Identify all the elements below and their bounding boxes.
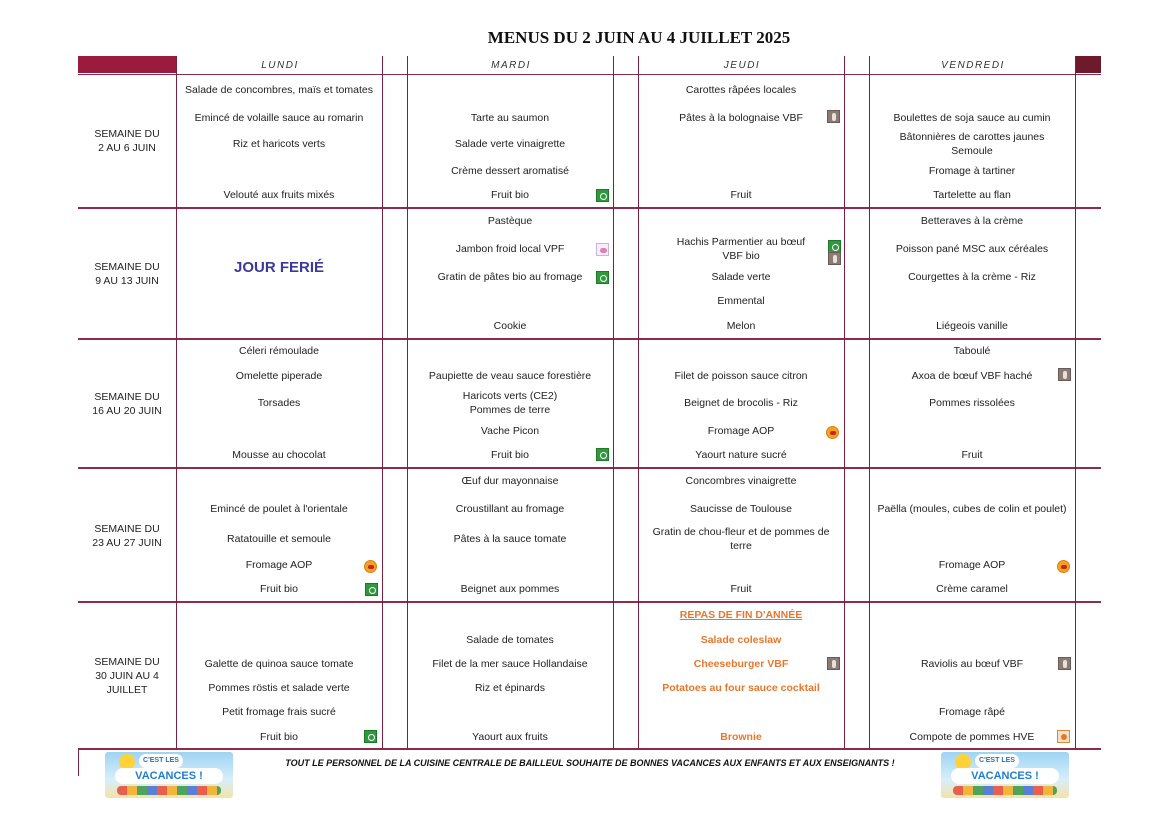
footer-message: TOUT LE PERSONNEL DE LA CUISINE CENTRALE DE BAILLEUL SOUHAITE DE BONNES VACANCES AUX ENFANTS ET AUX ENSEIGNANTS ! bbox=[285, 758, 895, 768]
menu-item: Paupiette de veau sauce forestière bbox=[428, 370, 592, 382]
grid-line bbox=[78, 601, 1101, 603]
menu-item: Velouté aux fruits mixés bbox=[223, 189, 335, 201]
menu-item: Tartelette au flan bbox=[933, 189, 1011, 201]
menu-item: Liégeois vanille bbox=[936, 320, 1008, 332]
menu-item: Emincé de volaille sauce au romarin bbox=[194, 112, 364, 124]
grid-line bbox=[382, 56, 383, 749]
menu-item: Hachis Parmentier au bœuf VBF bio bbox=[676, 236, 806, 262]
menu-item: Fruit bio bbox=[260, 583, 298, 595]
menu-item: Salade coleslaw bbox=[700, 634, 782, 646]
badge-top-text: C'EST LES bbox=[975, 754, 1019, 768]
menu-item: REPAS DE FIN D'ANNÉE bbox=[679, 609, 803, 621]
menu-item: Torsades bbox=[257, 397, 301, 409]
grid-line bbox=[78, 748, 79, 776]
vacances-badge-left bbox=[105, 752, 233, 798]
menu-item: Bâtonnières de carottes jaunes Semoule bbox=[899, 131, 1045, 157]
menu-item: Filet de poisson sauce citron bbox=[674, 370, 808, 382]
day-header-lundi: LUNDI bbox=[176, 57, 383, 74]
bio-label-icon bbox=[365, 583, 378, 596]
menu-item: Taboulé bbox=[953, 345, 991, 357]
grid-line bbox=[1075, 56, 1076, 749]
hve-label-icon bbox=[1057, 730, 1070, 743]
menu-item: Salade verte bbox=[711, 271, 771, 283]
week-label: SEMAINE DU 30 JUIN AU 4 JUILLET bbox=[94, 656, 160, 696]
badge-top-text: C'EST LES bbox=[139, 754, 183, 768]
grid-line bbox=[78, 207, 1101, 209]
week-label: SEMAINE DU 16 AU 20 JUIN bbox=[92, 391, 162, 417]
grid-line bbox=[78, 74, 1101, 75]
menu-item: Beignet de brocolis - Riz bbox=[684, 397, 798, 409]
menu-item: Mousse au chocolat bbox=[232, 449, 326, 461]
day-header-vendredi: VENDREDI bbox=[869, 57, 1076, 74]
menu-item: Pastèque bbox=[487, 215, 533, 227]
page-title: MENUS DU 2 JUIN AU 4 JUILLET 2025 bbox=[487, 28, 791, 47]
grid-line bbox=[78, 467, 1101, 469]
day-header-jeudi: JEUDI bbox=[638, 57, 845, 74]
menu-item: Paëlla (moules, cubes de colin et poulet) bbox=[877, 503, 1067, 515]
menu-item: Cheeseburger VBF bbox=[693, 658, 789, 670]
menu-item: Emmental bbox=[717, 295, 765, 307]
vbf-beef-icon bbox=[827, 657, 840, 670]
menu-item: Jambon froid local VPF bbox=[455, 243, 565, 255]
menu-item: Yaourt aux fruits bbox=[472, 731, 548, 743]
children-illustration-icon bbox=[117, 786, 221, 795]
menu-item: Fruit bbox=[730, 189, 752, 201]
menu-item: Betteraves à la crème bbox=[920, 215, 1024, 227]
menu-item: Œuf dur mayonnaise bbox=[461, 475, 559, 487]
menu-item: Saucisse de Toulouse bbox=[690, 503, 792, 515]
menu-item: Brownie bbox=[720, 731, 762, 743]
menu-item: Croustillant au fromage bbox=[455, 503, 565, 515]
menu-item: Raviolis au bœuf VBF bbox=[920, 658, 1024, 670]
badge-word: VACANCES ! bbox=[115, 768, 223, 784]
menu-item: Carottes râpées locales bbox=[685, 84, 797, 96]
menu-item: Haricots verts (CE2) Pommes de terre bbox=[462, 390, 558, 416]
vbf-beef-icon bbox=[1058, 368, 1071, 381]
menu-item: Cookie bbox=[493, 320, 527, 332]
grid-line bbox=[78, 748, 1101, 750]
menu-item: Vache Picon bbox=[480, 425, 540, 437]
grid-line bbox=[844, 56, 845, 749]
vpf-pork-icon bbox=[596, 243, 609, 256]
menu-item: Pâtes à la bolognaise VBF bbox=[679, 112, 803, 124]
aop-label-icon bbox=[1057, 560, 1070, 573]
vacances-badge-right bbox=[941, 752, 1069, 798]
menu-item: Compote de pommes HVE bbox=[909, 731, 1035, 743]
bio-label-icon bbox=[596, 271, 609, 284]
menu-item: Beignet aux pommes bbox=[460, 583, 560, 595]
menu-item: Potatoes au four sauce cocktail bbox=[662, 682, 820, 694]
aop-label-icon bbox=[364, 560, 377, 573]
day-header-mardi: MARDI bbox=[407, 57, 614, 74]
menu-item: Fromage à tartiner bbox=[928, 165, 1016, 177]
menu-item: Fruit bio bbox=[491, 189, 529, 201]
menu-item: Riz et épinards bbox=[474, 682, 546, 694]
menu-item: Yaourt nature sucré bbox=[695, 449, 787, 461]
children-illustration-icon bbox=[953, 786, 1057, 795]
menu-item: Emincé de poulet à l'orientale bbox=[210, 503, 348, 515]
menu-item: Pâtes à la sauce tomate bbox=[453, 533, 567, 545]
menu-item: Tarte au saumon bbox=[470, 112, 550, 124]
menu-item: Fromage AOP bbox=[938, 559, 1006, 571]
menu-item: Omelette piperade bbox=[235, 370, 323, 382]
menu-item: Gratin de pâtes bio au fromage bbox=[437, 271, 583, 283]
aop-label-icon bbox=[826, 426, 839, 439]
menu-item: Fruit bbox=[730, 583, 752, 595]
week-label: SEMAINE DU 9 AU 13 JUIN bbox=[94, 261, 160, 287]
grid-line bbox=[78, 338, 1101, 340]
bio-label-icon bbox=[596, 448, 609, 461]
menu-item: Pommes röstis et salade verte bbox=[208, 682, 350, 694]
vbf-beef-icon bbox=[1058, 657, 1071, 670]
menu-item: Céleri rémoulade bbox=[239, 345, 319, 357]
week-label: SEMAINE DU 2 AU 6 JUIN bbox=[94, 128, 160, 154]
bio-label-icon bbox=[364, 730, 377, 743]
menu-item: Salade verte vinaigrette bbox=[454, 138, 566, 150]
menu-item: Riz et haricots verts bbox=[232, 138, 326, 150]
menu-item: Gratin de chou-fleur et de pommes de terre bbox=[652, 526, 830, 552]
menu-item: Fromage AOP bbox=[707, 425, 775, 437]
menu-item: Crème caramel bbox=[936, 583, 1008, 595]
grid-line bbox=[613, 56, 614, 749]
header-band-left bbox=[78, 56, 176, 73]
menu-item: Poisson pané MSC aux céréales bbox=[895, 243, 1049, 255]
holiday-label: JOUR FERIÉ bbox=[233, 259, 324, 276]
menu-item: Filet de la mer sauce Hollandaise bbox=[432, 658, 588, 670]
menu-item: Petit fromage frais sucré bbox=[222, 706, 336, 718]
menu-item: Fruit bio bbox=[491, 449, 529, 461]
menu-item: Salade de concombres, maïs et tomates bbox=[185, 84, 373, 96]
menu-item: Courgettes à la crème - Riz bbox=[908, 271, 1036, 283]
menu-item: Fromage AOP bbox=[245, 559, 313, 571]
vbf-beef-icon bbox=[828, 252, 841, 265]
menu-item: Fromage râpé bbox=[939, 706, 1005, 718]
menu-item: Galette de quinoa sauce tomate bbox=[204, 658, 354, 670]
menu-item: Pommes rissolées bbox=[929, 397, 1015, 409]
week-label: SEMAINE DU 23 AU 27 JUIN bbox=[92, 523, 162, 549]
menu-item: Boulettes de soja sauce au cumin bbox=[893, 112, 1051, 124]
menu-item: Melon bbox=[726, 320, 756, 332]
menu-item: Concombres vinaigrette bbox=[685, 475, 797, 487]
menu-item: Fruit bbox=[961, 449, 983, 461]
menu-item: Salade de tomates bbox=[466, 634, 554, 646]
menu-item: Axoa de bœuf VBF haché bbox=[911, 370, 1033, 382]
badge-word: VACANCES ! bbox=[951, 768, 1059, 784]
menu-item: Ratatouille et semoule bbox=[227, 533, 331, 545]
header-band-right bbox=[1075, 56, 1101, 73]
bio-label-icon bbox=[596, 189, 609, 202]
menu-item: Crème dessert aromatisé bbox=[451, 165, 569, 177]
menu-item: Fruit bio bbox=[260, 731, 298, 743]
vbf-beef-icon bbox=[827, 110, 840, 123]
